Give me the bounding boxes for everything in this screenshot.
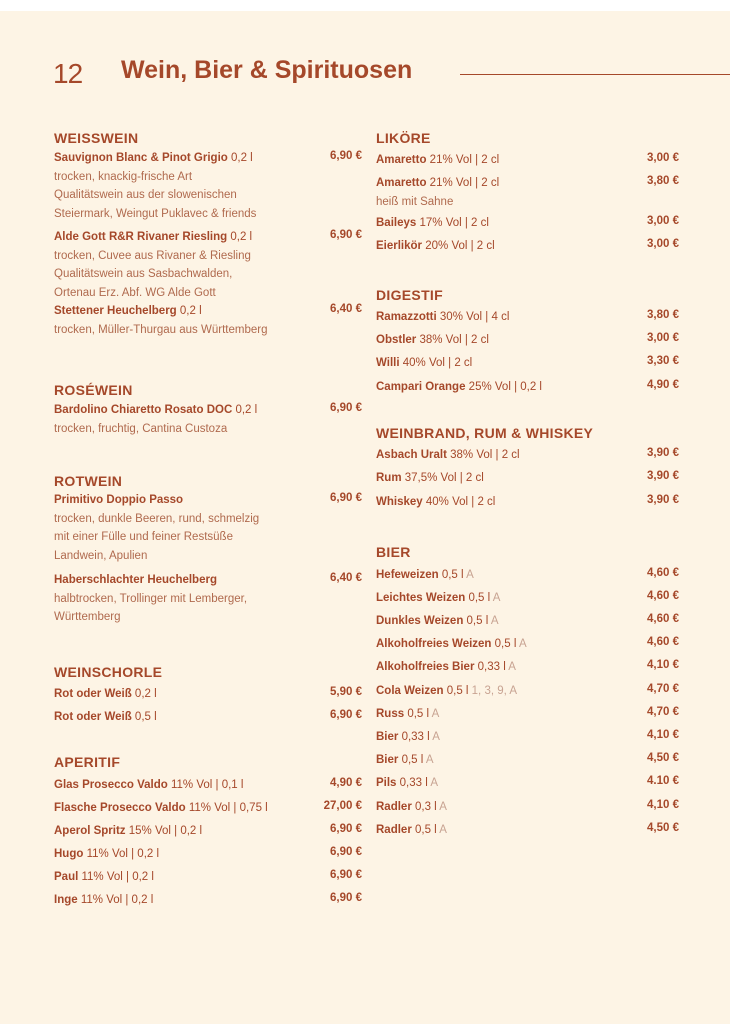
item-allergens: A	[505, 661, 516, 673]
item-name: Rum	[376, 472, 402, 484]
item-detail: 11% Vol | 0,75 l	[185, 802, 268, 814]
item-detail: 37,5% Vol | 2 cl	[401, 472, 484, 484]
menu-item	[54, 868, 364, 887]
menu-item	[376, 658, 686, 677]
item-name: Bier	[376, 754, 399, 766]
menu-item	[54, 799, 364, 818]
item-price: 4,60 €	[647, 613, 679, 625]
item-price: 3,90 €	[647, 447, 679, 459]
item-name: Alde Gott R&R Rivaner Riesling	[54, 231, 228, 243]
item-detail: 0,2 l	[227, 152, 253, 164]
menu-item	[54, 708, 364, 727]
item-price: 6,90 €	[330, 150, 362, 162]
item-name: Dunkles Weizen	[376, 615, 464, 627]
item-price: 6,90 €	[330, 492, 362, 504]
item-price: 4,70 €	[647, 706, 679, 718]
menu-item	[54, 302, 364, 339]
menu-item	[376, 378, 686, 397]
item-detail: 15% Vol | 0,2 l	[125, 825, 203, 837]
menu-item	[376, 446, 686, 465]
menu-item	[376, 331, 686, 350]
item-name: Alkoholfreies Weizen	[376, 638, 492, 650]
item-name: Bardolino Chiaretto Rosato DOC	[54, 404, 233, 416]
item-allergens: A	[436, 801, 447, 813]
item-price: 3,30 €	[647, 355, 679, 367]
menu-item	[54, 845, 364, 864]
item-description: mit einer Fülle und feiner Restsüße	[54, 531, 233, 544]
item-detail: 0,2 l	[176, 305, 202, 317]
item-price: 3,90 €	[647, 494, 679, 506]
item-detail: 0,5 l	[404, 708, 430, 720]
item-name: Inge	[54, 894, 78, 906]
menu-item	[54, 149, 364, 223]
item-allergens: A	[516, 638, 527, 650]
menu-item	[376, 751, 686, 770]
item-name: Paul	[54, 871, 79, 883]
item-price: 3,90 €	[647, 470, 679, 482]
menu-item	[376, 237, 686, 256]
item-detail: 0,2 l	[131, 688, 157, 700]
item-price: 3,00 €	[647, 215, 679, 227]
item-detail: 0,5 l	[463, 615, 489, 627]
item-detail: 0,2 l	[232, 404, 258, 416]
section-heading: WEINSCHORLE	[54, 664, 163, 680]
item-detail: 0,3 l	[411, 801, 437, 813]
item-allergens: 1, 3, 9, A	[468, 685, 518, 697]
item-detail: 0,5 l	[411, 824, 437, 836]
menu-item	[376, 566, 686, 585]
item-name: Stettener Heuchelberg	[54, 305, 177, 317]
item-detail: 0,5 l	[438, 569, 464, 581]
item-detail: 11% Vol | 0,2 l	[77, 894, 154, 906]
item-name: Sauvignon Blanc & Pinot Grigio	[54, 152, 228, 164]
item-name: Willi	[376, 357, 400, 369]
item-allergens: A	[490, 592, 501, 604]
item-price: 4,70 €	[647, 683, 679, 695]
menu-item	[376, 821, 686, 840]
item-detail: 17% Vol | 2 cl	[416, 217, 489, 229]
item-description: Württemberg	[54, 611, 121, 624]
item-name: Ramazzotti	[376, 311, 437, 323]
item-price: 4.10 €	[647, 775, 679, 787]
item-price: 3,00 €	[647, 238, 679, 250]
item-detail: 0,33 l	[398, 731, 430, 743]
item-description: Landwein, Apulien	[54, 549, 148, 562]
item-detail: 11% Vol | 0,2 l	[83, 848, 160, 860]
item-detail: 0,33 l	[396, 777, 428, 789]
menu-item	[54, 822, 364, 841]
item-price: 6,90 €	[330, 229, 362, 241]
menu-item	[376, 308, 686, 327]
menu-item	[376, 798, 686, 817]
item-detail: 0,5 l	[491, 638, 517, 650]
menu-item	[376, 354, 686, 373]
item-allergens: A	[488, 615, 499, 627]
item-name: Hefeweizen	[376, 569, 439, 581]
item-detail: 0,5 l	[398, 754, 424, 766]
item-price: 4,10 €	[647, 799, 679, 811]
menu-item	[54, 228, 364, 302]
title-divider	[460, 74, 730, 75]
item-description: halbtrocken, Trollinger mit Lemberger,	[54, 592, 248, 605]
item-name: Haberschlachter Heuchelberg	[54, 574, 217, 586]
item-name: Radler	[376, 801, 412, 813]
item-description: trocken, knackig-frische Art	[54, 170, 193, 183]
item-detail: 11% Vol | 0,2 l	[78, 871, 154, 883]
item-allergens: A	[436, 824, 447, 836]
menu-item	[376, 635, 686, 654]
item-name: Radler	[376, 824, 412, 836]
menu-item	[54, 776, 364, 795]
item-price: 3,00 €	[647, 152, 679, 164]
item-detail: 25% Vol | 0,2 l	[465, 381, 542, 393]
item-name: Bier	[376, 731, 399, 743]
section-heading: DIGESTIF	[376, 287, 443, 303]
item-name: Russ	[376, 708, 405, 720]
menu-item	[376, 493, 686, 512]
item-detail: 0,5 l	[443, 685, 469, 697]
item-detail: 0,5 l	[465, 592, 491, 604]
item-price: 6,40 €	[330, 572, 362, 584]
item-detail: 11% Vol | 0,1 l	[167, 779, 244, 791]
item-name: Asbach Uralt	[376, 449, 447, 461]
item-description: Qualitätswein aus Sasbachwalden,	[54, 268, 233, 281]
menu-item	[54, 891, 364, 910]
menu-item	[376, 728, 686, 747]
item-price: 4,10 €	[647, 659, 679, 671]
page-number: 12	[53, 58, 83, 89]
menu-item	[54, 401, 364, 438]
item-price: 6,90 €	[330, 823, 362, 835]
item-name: Whiskey	[376, 496, 423, 508]
item-name: Rot oder Weiß	[54, 688, 132, 700]
item-price: 6,90 €	[330, 709, 362, 721]
menu-item	[54, 685, 364, 704]
item-detail: 38% Vol | 2 cl	[446, 449, 520, 461]
item-detail: 0,5 l	[131, 711, 157, 723]
item-name: Aperol Spritz	[54, 825, 126, 837]
item-description: trocken, dunkle Beeren, rund, schmelzig	[54, 512, 260, 525]
item-price: 3,00 €	[647, 332, 679, 344]
item-name: Campari Orange	[376, 381, 466, 393]
menu-item	[54, 491, 364, 565]
item-name: Obstler	[376, 334, 417, 346]
item-name: Rot oder Weiß	[54, 711, 132, 723]
item-price: 4,60 €	[647, 636, 679, 648]
item-name: Flasche Prosecco Valdo	[54, 802, 186, 814]
page-title: Wein, Bier & Spirituosen	[121, 56, 413, 84]
section-heading: BIER	[376, 544, 411, 560]
item-description: Ortenau Erz. Abf. WG Alde Gott	[54, 286, 216, 299]
item-description: trocken, Müller-Thurgau aus Württemberg	[54, 323, 268, 336]
item-description: heiß mit Sahne	[376, 195, 454, 208]
menu-item	[376, 589, 686, 608]
item-name: Amaretto	[376, 154, 427, 166]
item-price: 3,80 €	[647, 175, 679, 187]
menu-item	[376, 612, 686, 631]
section-heading: WEISSWEIN	[54, 130, 139, 146]
menu-item	[376, 682, 686, 701]
item-allergens: A	[463, 569, 474, 581]
section-heading: APERITIF	[54, 754, 121, 770]
item-description: Steiermark, Weingut Puklavec & friends	[54, 207, 257, 220]
menu-item	[376, 469, 686, 488]
item-price: 4,50 €	[647, 822, 679, 834]
item-price: 4,10 €	[647, 729, 679, 741]
item-description: trocken, Cuvee aus Rivaner & Riesling	[54, 249, 251, 262]
item-price: 6,90 €	[330, 892, 362, 904]
section-heading: ROSÉWEIN	[54, 382, 133, 398]
item-allergens: A	[429, 708, 440, 720]
item-name: Alkoholfreies Bier	[376, 661, 475, 673]
item-name: Eierlikör	[376, 240, 423, 252]
item-price: 5,90 €	[330, 686, 362, 698]
top-strip	[0, 0, 730, 11]
item-price: 6,90 €	[330, 869, 362, 881]
item-price: 27,00 €	[323, 800, 362, 812]
item-name: Amaretto	[376, 177, 427, 189]
section-heading: ROTWEIN	[54, 473, 123, 489]
item-name: Hugo	[54, 848, 84, 860]
item-detail: 21% Vol | 2 cl	[426, 177, 500, 189]
item-price: 4,60 €	[647, 567, 679, 579]
item-detail: 20% Vol | 2 cl	[422, 240, 495, 252]
item-detail: 38% Vol | 2 cl	[416, 334, 489, 346]
item-name: Pils	[376, 777, 397, 789]
item-price: 6,90 €	[330, 402, 362, 414]
item-detail: 0,2 l	[227, 231, 253, 243]
item-description: Qualitätswein aus der slowenischen	[54, 189, 237, 202]
menu-item	[376, 774, 686, 793]
item-name: Baileys	[376, 217, 417, 229]
item-name: Glas Prosecco Valdo	[54, 779, 168, 791]
item-allergens: A	[423, 754, 434, 766]
item-name: Cola Weizen	[376, 685, 444, 697]
item-price: 4,90 €	[330, 777, 362, 789]
section-heading: WEINBRAND, RUM & WHISKEY	[376, 425, 594, 441]
item-name: Primitivo Doppio Passo	[54, 494, 184, 506]
item-detail: 40% Vol | 2 cl	[399, 357, 473, 369]
item-price: 4,60 €	[647, 590, 679, 602]
item-detail: 40% Vol | 2 cl	[422, 496, 496, 508]
item-detail: 0,33 l	[474, 661, 506, 673]
menu-item	[376, 214, 686, 233]
item-detail: 30% Vol | 4 cl	[436, 311, 510, 323]
menu-item	[376, 174, 686, 211]
item-description: trocken, fruchtig, Cantina Custoza	[54, 422, 228, 435]
menu-item	[376, 705, 686, 724]
item-price: 4,50 €	[647, 752, 679, 764]
item-detail: 21% Vol | 2 cl	[426, 154, 500, 166]
item-allergens: A	[427, 777, 439, 789]
item-allergens: A	[429, 731, 440, 743]
item-price: 6,90 €	[330, 846, 362, 858]
item-price: 4,90 €	[647, 379, 679, 391]
section-heading: LIKÖRE	[376, 130, 431, 146]
menu-item	[54, 571, 364, 627]
item-name: Leichtes Weizen	[376, 592, 466, 604]
item-price: 3,80 €	[647, 309, 679, 321]
item-price: 6,40 €	[330, 303, 362, 315]
menu-item	[376, 151, 686, 170]
